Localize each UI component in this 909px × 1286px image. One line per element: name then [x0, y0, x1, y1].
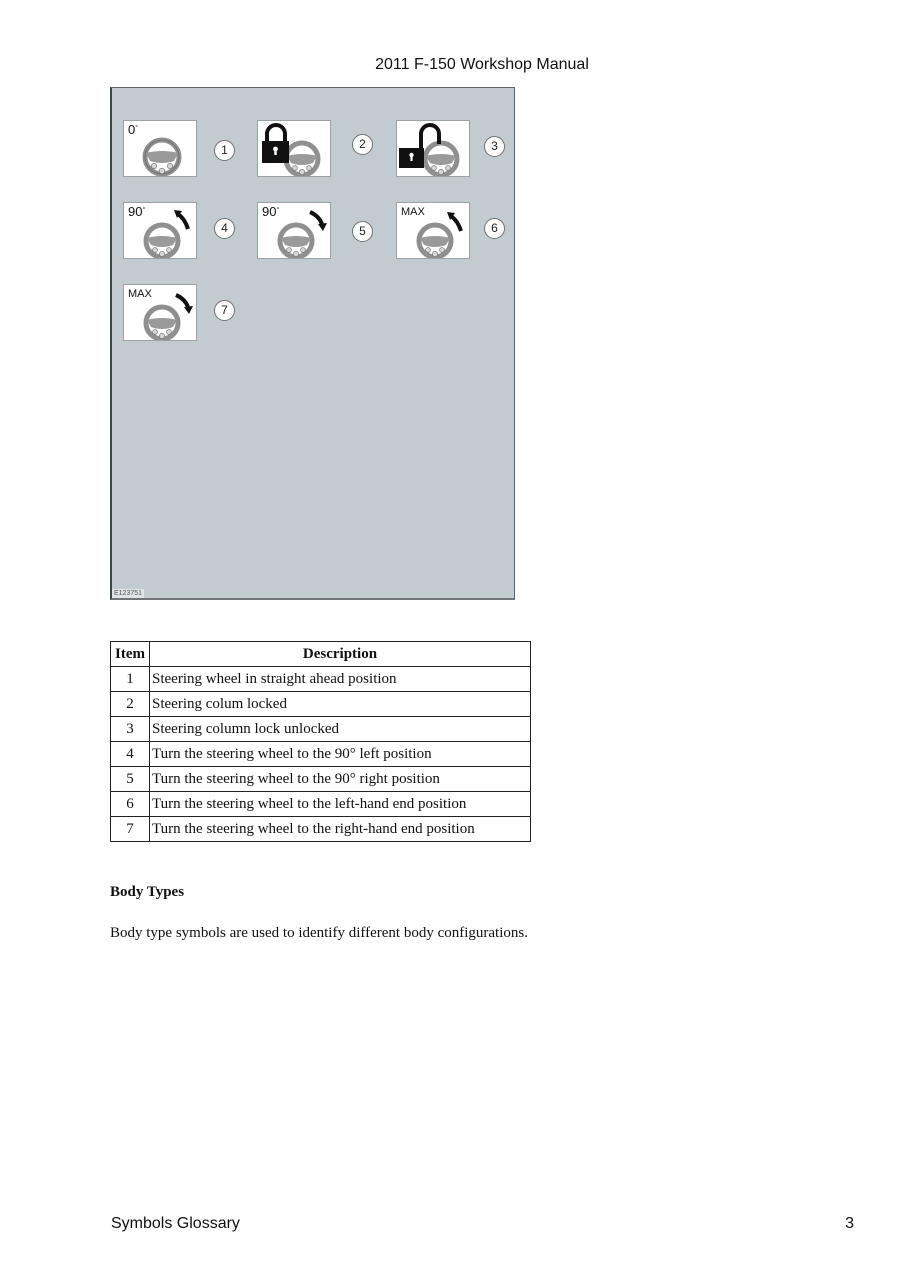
padlock-locked-icon	[258, 121, 331, 177]
section-body-text: Body type symbols are used to identify different body configurations.	[110, 925, 528, 941]
section-heading: Body Types	[110, 884, 185, 900]
callout-6: 6	[484, 218, 505, 239]
footer-section-name: Symbols Glossary	[111, 1215, 240, 1232]
table-row	[111, 667, 531, 692]
padlock-unlocked-icon	[397, 121, 470, 177]
item-description: Steering wheel in straight ahead position	[150, 667, 531, 692]
column-header-item: Item	[111, 642, 150, 667]
item-number: 5	[111, 767, 150, 792]
symbol-right-end	[123, 284, 197, 341]
item-number: 3	[111, 717, 150, 742]
item-number: 1	[111, 667, 150, 692]
table-row	[111, 742, 531, 767]
callout-3: 3	[484, 136, 505, 157]
item-number: 4	[111, 742, 150, 767]
symbol-column-locked	[257, 120, 331, 177]
symbol-column-unlocked	[396, 120, 470, 177]
symbol-90-right	[257, 202, 331, 259]
item-description: Turn the steering wheel to the left-hand end position	[150, 792, 531, 817]
item-description: Turn the steering wheel to the 90° left position	[150, 742, 531, 767]
rotate-left-arrow-icon	[397, 203, 470, 259]
symbol-straight-ahead	[123, 120, 197, 177]
rotate-right-arrow-icon	[258, 203, 331, 259]
callout-7: 7	[214, 300, 235, 321]
item-number: 7	[111, 817, 150, 842]
table-row	[111, 692, 531, 717]
symbol-label: MAX	[401, 206, 425, 218]
symbol-left-end	[396, 202, 470, 259]
callout-5: 5	[352, 221, 373, 242]
column-header-description: Description	[150, 642, 531, 667]
steering-symbols-figure	[110, 87, 515, 600]
item-description-table	[110, 641, 531, 842]
table-row	[111, 767, 531, 792]
footer-page-number: 3	[845, 1215, 854, 1232]
table-header-row	[111, 642, 531, 667]
item-description: Steering colum locked	[150, 692, 531, 717]
rotate-left-arrow-icon	[124, 203, 197, 259]
table-row	[111, 792, 531, 817]
callout-1: 1	[214, 140, 235, 161]
symbol-label: 90°	[128, 204, 146, 219]
figure-id-label: E123751	[114, 590, 143, 597]
callout-4: 4	[214, 218, 235, 239]
table-row	[111, 717, 531, 742]
rotate-right-arrow-icon	[124, 285, 197, 341]
table-row	[111, 817, 531, 842]
symbol-label: 90°	[262, 204, 280, 219]
symbol-label: 0°	[128, 122, 139, 137]
item-description: Turn the steering wheel to the right-hand end position	[150, 817, 531, 842]
item-description: Turn the steering wheel to the 90° right position	[150, 767, 531, 792]
item-description: Steering column lock unlocked	[150, 717, 531, 742]
steering-wheel-icon	[124, 121, 197, 177]
page-header-title: 2011 F-150 Workshop Manual	[375, 56, 589, 73]
symbol-label: MAX	[128, 288, 152, 300]
callout-2: 2	[352, 134, 373, 155]
item-number: 2	[111, 692, 150, 717]
item-number: 6	[111, 792, 150, 817]
symbol-90-left	[123, 202, 197, 259]
